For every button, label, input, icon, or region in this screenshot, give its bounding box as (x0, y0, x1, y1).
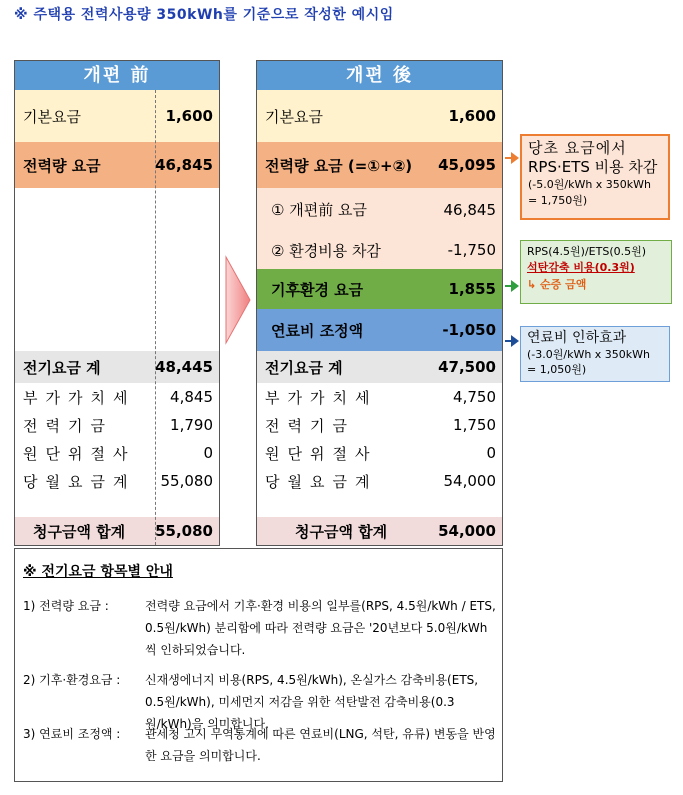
after-fuel-value: -1,050 (442, 321, 496, 339)
guide-box (14, 548, 503, 782)
before-table (14, 60, 220, 546)
guide-item-2-text: 신재생에너지 비용(RPS, 4.5원/kWh), 온실가스 감축비용(ETS, 0.5원/kWh), 미세먼지 저감을 위한 석탄발전 감축비용(0.3원/kWh)을 의미합니다. (145, 673, 479, 731)
before-vat-label: 부가가치세 (23, 388, 136, 407)
before-month-value: 55,080 (160, 472, 213, 490)
guide-item-1-label: 1) 전력량 요금 : (23, 599, 109, 613)
guide-title: ※ 전기요금 항목별 안내 (23, 564, 173, 580)
before-trunc-value: 0 (203, 444, 213, 462)
after-energy-row (257, 142, 502, 188)
guide-item-2-label: 2) 기후·환경요금 : (23, 673, 121, 687)
climate-callout (520, 240, 672, 304)
before-fund-row (15, 411, 219, 439)
after-total-label: 전기요금 계 (265, 358, 343, 377)
guide-item-3-text: 관세청 고시 무역통계에 따른 연료비(LNG, 석탄, 유류) 변동을 반영한 요금을 의미합니다. (145, 727, 496, 763)
before-base-label: 기본요금 (23, 107, 81, 126)
fuel-callout (520, 326, 670, 382)
energy-callout-line4: = 1,750원) (528, 194, 588, 207)
before-total-value: 48,445 (155, 358, 213, 376)
after-vat-row (257, 383, 502, 411)
guide-item-3-label: 3) 연료비 조정액 : (23, 727, 121, 741)
guide-item-1-text: 전력량 요금에서 기후·환경 비용의 일부를(RPS, 4.5원/kWh / ETS, 0.5원/kWh) 분리함에 따라 전력량 요금은 '20년보다 5.0원/kWh씩 인하되었습니다. (145, 599, 496, 657)
after-base-label: 기본요금 (265, 107, 323, 126)
after-climate-label: 기후환경 요금 (271, 280, 364, 299)
before-title: 개편 前 (15, 61, 219, 90)
after-bill-row (257, 517, 502, 545)
after-fuel-label: 연료비 조정액 (271, 321, 364, 340)
after-base-value: 1,600 (448, 107, 496, 125)
climate-callout-line1: RPS(4.5원)/ETS(0.5원) (527, 245, 647, 258)
after-energy-label: 전력량 요금 (=①+②) (265, 156, 413, 175)
after-vat-label: 부가가치세 (265, 388, 378, 407)
climate-callout-line2: 석탄감축 비용(0.3원) (527, 261, 635, 274)
after-bill-value: 54,000 (438, 522, 496, 540)
after-month-row (257, 467, 502, 495)
before-bill-row (15, 517, 219, 545)
before-fund-value: 1,790 (170, 416, 213, 434)
after-fund-label: 전력기금 (265, 416, 355, 435)
before-month-row (15, 467, 219, 495)
guide-item-2 (23, 669, 496, 731)
after-bill-label: 청구금액 합계 (295, 522, 388, 541)
before-total-row (15, 351, 219, 383)
fuel-arrow-icon (505, 340, 517, 342)
before-total-label: 전기요금 계 (23, 358, 101, 377)
note-text: ※ 주택용 전력사용량 350kWh를 기준으로 작성한 예시임 (14, 7, 394, 23)
after-sub1-label: ① 개편前 요금 (271, 201, 367, 219)
before-bill-value: 55,080 (155, 522, 213, 540)
after-total-value: 47,500 (438, 358, 496, 376)
before-energy-row (15, 142, 219, 188)
after-trunc-label: 원단위절사 (265, 444, 378, 463)
before-trunc-label: 원단위절사 (23, 444, 136, 463)
fuel-callout-line1: 연료비 인하효과 (527, 330, 627, 346)
transition-arrow-icon (222, 255, 252, 345)
after-fund-value: 1,750 (453, 416, 496, 434)
after-title: 개편 後 (257, 61, 502, 90)
after-climate-row (257, 269, 502, 309)
after-month-value: 54,000 (443, 472, 496, 490)
before-base-value: 1,600 (165, 107, 213, 125)
after-fuel-row (257, 309, 502, 351)
after-energy-value: 45,095 (438, 156, 496, 174)
guide-item-3 (23, 723, 496, 769)
energy-callout (520, 134, 670, 220)
climate-arrow-icon (505, 285, 517, 287)
after-sub2-label: ② 환경비용 차감 (271, 241, 381, 260)
energy-arrow-icon (505, 157, 517, 159)
before-month-label: 당월요금계 (23, 472, 136, 491)
energy-callout-line1: 당초 요금에서 (528, 139, 627, 157)
after-climate-value: 1,855 (448, 280, 496, 298)
fuel-callout-line2: (-3.0원/kWh x 350kWh (527, 348, 651, 361)
before-energy-value: 46,845 (155, 156, 213, 174)
energy-callout-line3: (-5.0원/kWh x 350kWh (528, 178, 652, 191)
after-sub1-row (257, 188, 502, 231)
after-sub2-value: -1,750 (447, 241, 496, 259)
after-sub2-row (257, 231, 502, 269)
after-trunc-row (257, 439, 502, 467)
before-energy-label: 전력량 요금 (23, 156, 101, 175)
before-vat-row (15, 383, 219, 411)
after-fund-row (257, 411, 502, 439)
before-trunc-row (15, 439, 219, 467)
before-base-row (15, 90, 219, 142)
energy-callout-line2: RPS·ETS 비용 차감 (528, 158, 658, 176)
after-total-row (257, 351, 502, 383)
fuel-callout-line3: = 1,050원) (527, 363, 587, 376)
after-base-row (257, 90, 502, 142)
after-sub1-value: 46,845 (443, 200, 496, 219)
after-table (256, 60, 503, 546)
after-vat-value: 4,750 (453, 388, 496, 406)
climate-callout-line3: ↳ 순증 금액 (527, 278, 587, 291)
before-bill-label: 청구금액 합계 (33, 522, 126, 541)
guide-item-1 (23, 595, 496, 661)
before-divider (155, 90, 156, 545)
after-trunc-value: 0 (486, 444, 496, 462)
before-vat-value: 4,845 (170, 388, 213, 406)
before-fund-label: 전력기금 (23, 416, 113, 435)
after-month-label: 당월요금계 (265, 472, 378, 491)
